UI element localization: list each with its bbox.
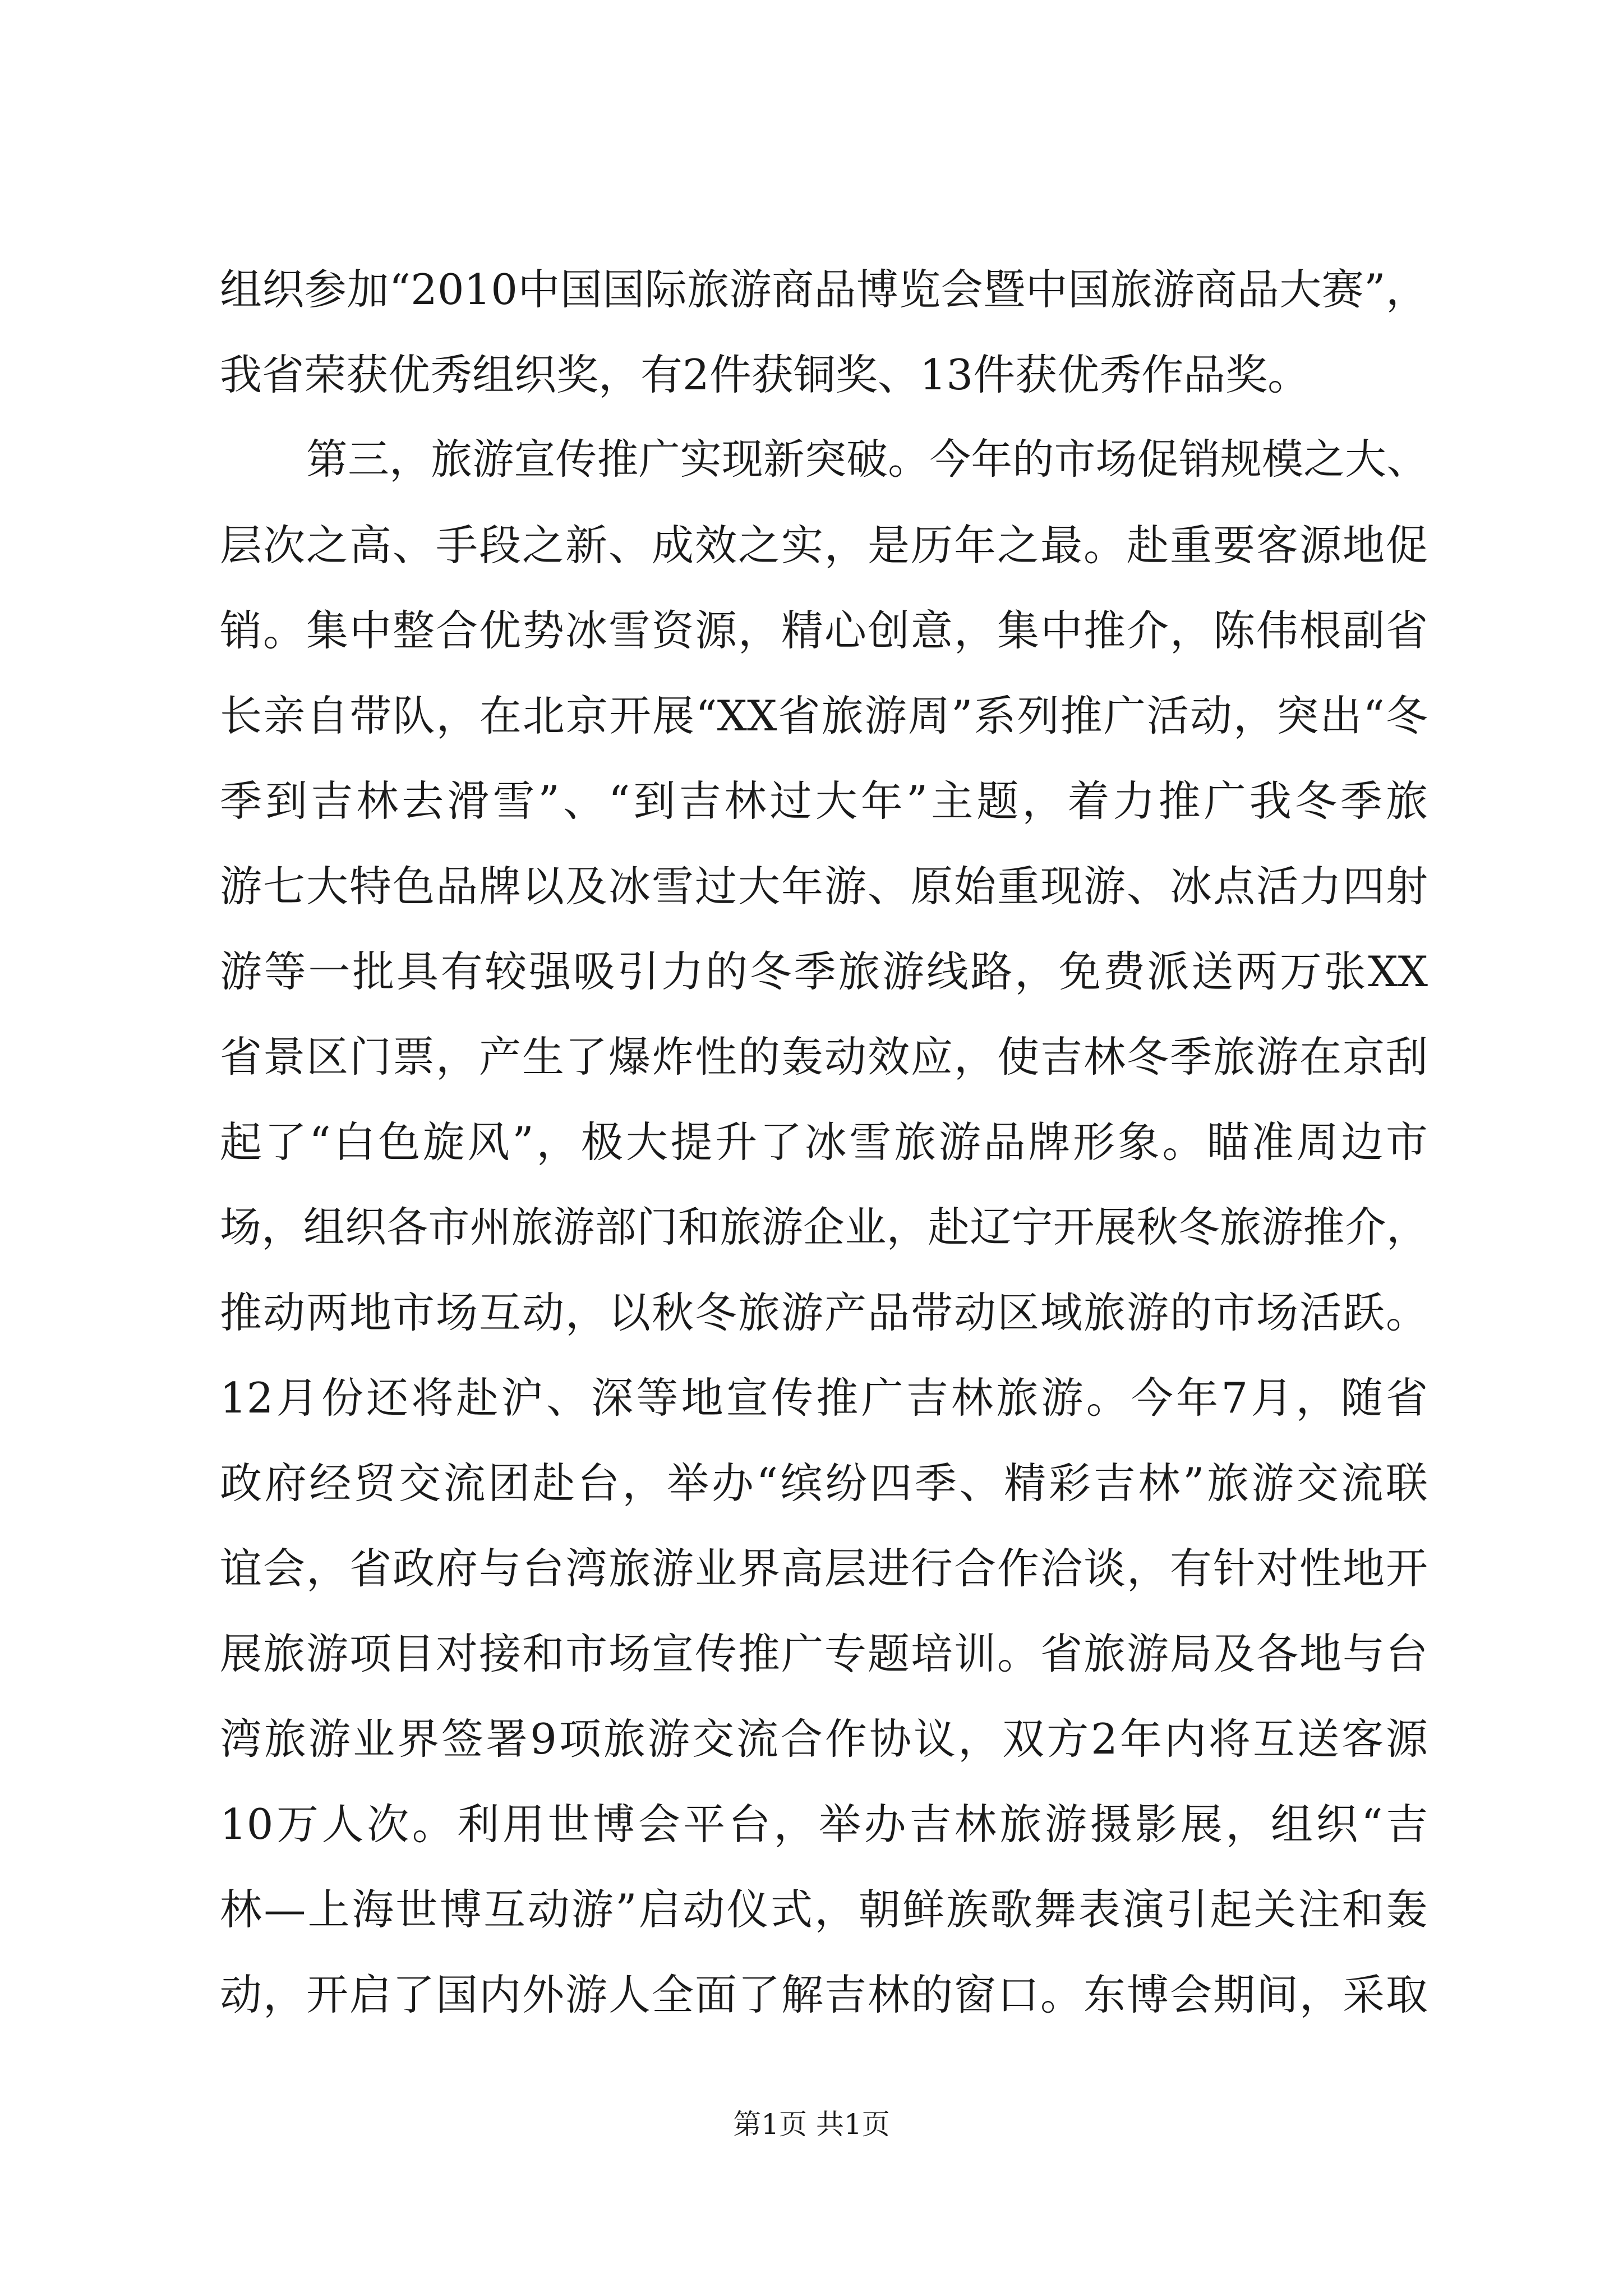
text-line: 季到吉林去滑雪”、“到吉林过大年”主题，着力推广我冬季旅 bbox=[220, 776, 1428, 826]
text-line: 10万人次。利用世博会平台，举办吉林旅游摄影展，组织“吉 bbox=[220, 1800, 1428, 1849]
text-line: 游等一批具有较强吸引力的冬季旅游线路，免费派送两万张XX bbox=[220, 947, 1428, 996]
text-line: 起了“白色旋风”，极大提升了冰雪旅游品牌形象。瞄准周边市 bbox=[220, 1117, 1428, 1167]
text-line: 组织参加“2010中国国际旅游商品博览会暨中国旅游商品大赛”， bbox=[220, 265, 1428, 314]
text-line: 游七大特色品牌以及冰雪过大年游、原始重现游、冰点活力四射 bbox=[220, 862, 1428, 911]
text-line: 政府经贸交流团赴台，举办“缤纷四季、精彩吉林”旅游交流联 bbox=[220, 1458, 1428, 1508]
page-footer: 第1页 共1页 bbox=[733, 2108, 890, 2141]
paragraph-first-line: 第三，旅游宣传推广实现新突破。今年的市场促销规模之大、 bbox=[306, 436, 1428, 484]
text-line: 销。集中整合优势冰雪资源，精心创意，集中推介，陈伟根副省 bbox=[220, 606, 1428, 655]
text-line: 层次之高、手段之新、成效之实，是历年之最。赴重要客源地促 bbox=[220, 521, 1428, 570]
text-line: 林—上海世博互动游”启动仪式，朝鲜族歌舞表演引起关注和轰 bbox=[220, 1885, 1428, 1934]
text-line: 12月份还将赴沪、深等地宣传推广吉林旅游。今年7月，随省 bbox=[220, 1373, 1428, 1423]
text-line: 省景区门票，产生了爆炸性的轰动效应，使吉林冬季旅游在京刮 bbox=[220, 1032, 1428, 1082]
text-line: 长亲自带队，在北京开展“XX省旅游周”系列推广活动，突出“冬 bbox=[220, 691, 1428, 740]
text-line: 我省荣获优秀组织奖，有2件获铜奖、13件获优秀作品奖。 bbox=[220, 350, 1310, 399]
text-line: 动，开启了国内外游人全面了解吉林的窗口。东博会期间，采取 bbox=[220, 1970, 1428, 2019]
body-text bbox=[220, 247, 1428, 2037]
text-line: 湾旅游业界签署9项旅游交流合作协议，双方2年内将互送客源 bbox=[220, 1714, 1428, 1764]
text-line: 场，组织各市州旅游部门和旅游企业，赴辽宁开展秋冬旅游推介， bbox=[220, 1203, 1428, 1251]
text-line: 推动两地市场互动，以秋冬旅游产品带动区域旅游的市场活跃。 bbox=[220, 1288, 1428, 1337]
text-line: 展旅游项目对接和市场宣传推广专题培训。省旅游局及各地与台 bbox=[220, 1629, 1428, 1678]
text-line: 谊会，省政府与台湾旅游业界高层进行合作洽谈，有针对性地开 bbox=[220, 1544, 1428, 1593]
